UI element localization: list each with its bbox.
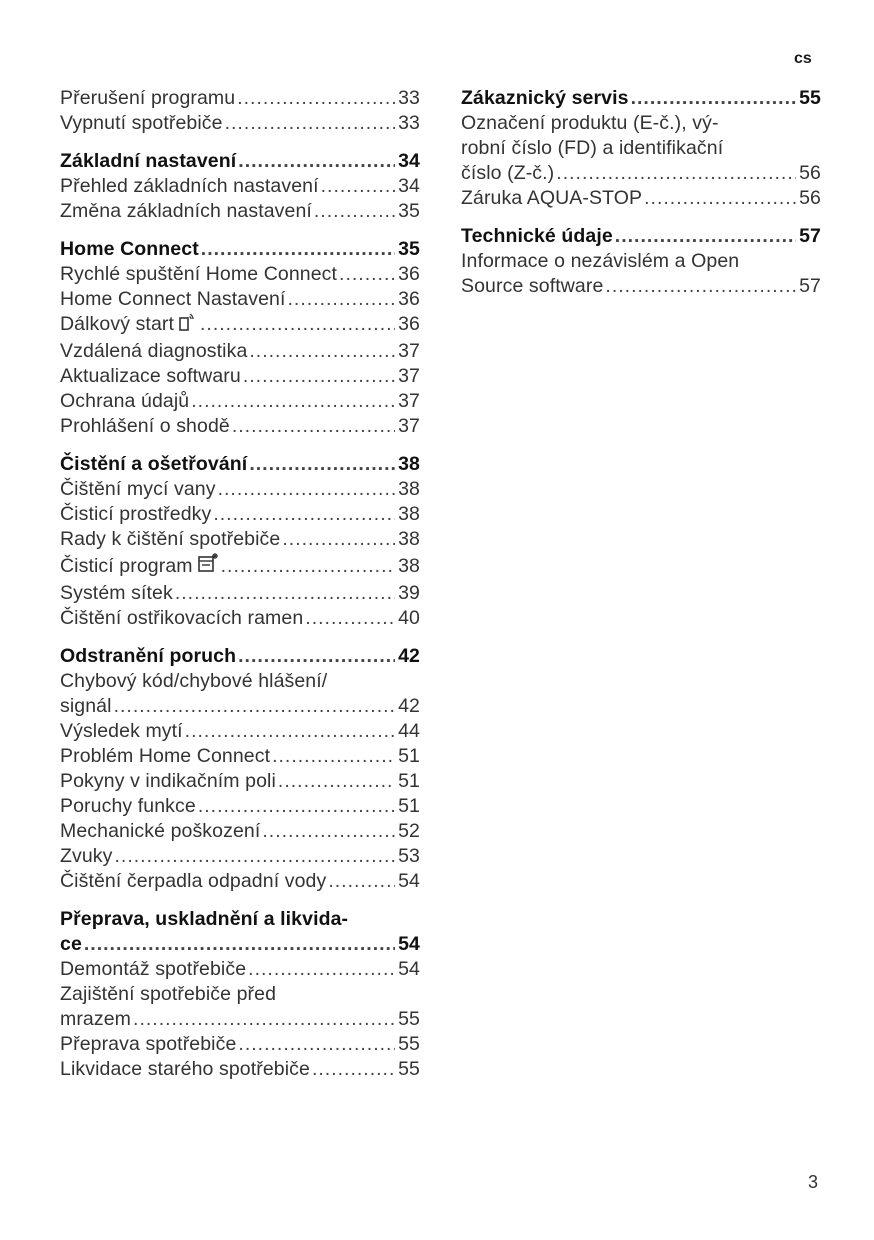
dot-leader [249, 339, 395, 364]
toc-section [461, 224, 821, 299]
toc-entry-title: Rady k čištění spotřebiče [60, 528, 281, 550]
toc-page-number: 54 [398, 958, 420, 980]
toc-page-number: 37 [398, 340, 420, 362]
toc-entry-title: Aktualizace softwaru [60, 365, 241, 387]
dot-leader [84, 932, 395, 957]
dot-leader [615, 224, 796, 249]
toc-page-number: 56 [799, 187, 821, 209]
toc-section [60, 86, 420, 136]
toc-page-number: 57 [799, 275, 821, 297]
toc-entry-title: Source software [461, 275, 604, 297]
toc-entry-problem-home-connect[interactable] [60, 744, 420, 769]
toc-entry-cisteni-cerpadla-odpadni-vody[interactable] [60, 869, 420, 894]
dot-leader [312, 1057, 395, 1082]
toc-page-number: 42 [398, 695, 420, 717]
dot-leader [198, 794, 395, 819]
dot-leader [213, 502, 395, 527]
dot-leader [314, 199, 395, 224]
toc-entry-zaruka-aqua-stop[interactable] [461, 186, 821, 211]
toc-entry-title: Home Connect [60, 238, 199, 260]
toc-entry-title: Změna základních nastavení [60, 200, 312, 222]
toc-page-number: 37 [398, 365, 420, 387]
dot-leader [631, 86, 797, 111]
toc-entry-cisteni-ostrikovacich-ramen[interactable] [60, 606, 420, 631]
toc-heading-zakaznicky-servis[interactable] [461, 86, 821, 111]
toc-section [60, 907, 420, 1082]
toc-entry-title: Základní nastavení [60, 150, 237, 172]
toc-entry-title: signál [60, 695, 112, 717]
toc-entry-title: Systém sítek [60, 582, 173, 604]
toc-entry-title: Odstranění poruch [60, 645, 237, 667]
toc-page-number: 37 [398, 415, 420, 437]
language-code: cs [794, 50, 812, 67]
toc-page-number: 57 [799, 225, 821, 247]
toc-entry-text-line: robní číslo (FD) a identifikační [461, 137, 724, 159]
toc-page-number: 36 [398, 263, 420, 285]
toc-page-number: 36 [398, 313, 420, 335]
page-number: 3 [808, 1172, 819, 1192]
toc-entry-title: Dálkový start [60, 313, 174, 335]
dot-leader [232, 414, 395, 439]
dot-leader [272, 744, 395, 769]
toc-entry-aktualizace-softwaru[interactable] [60, 364, 420, 389]
dot-leader [175, 581, 395, 606]
dot-leader [605, 274, 796, 299]
toc-entry-dalkovy-start[interactable] [60, 312, 420, 339]
dot-leader [644, 186, 796, 211]
dot-leader [237, 86, 395, 111]
toc-entry-title: Prohlášení o shodě [60, 415, 230, 437]
dot-leader [201, 237, 395, 262]
toc-entry-preprava-spotrebice[interactable] [60, 1032, 420, 1057]
toc-entry-system-sitek[interactable] [60, 581, 420, 606]
toc-page-number: 36 [398, 288, 420, 310]
dot-leader [133, 1007, 395, 1032]
toc-page-number: 35 [398, 200, 420, 222]
dot-leader [243, 364, 395, 389]
toc-entry-title: Přerušení programu [60, 87, 236, 109]
toc-entry-title: Čištění čerpadla odpadní vody [60, 870, 327, 892]
dot-leader [287, 287, 395, 312]
dot-leader [339, 262, 395, 287]
toc-entry-title: Vzdálená diagnostika [60, 340, 248, 362]
toc-heading-odstraneni-poruch[interactable] [60, 644, 420, 669]
toc-entry-title: Výsledek mytí [60, 720, 183, 742]
toc-entry-likvidace-stareho-spotrebice[interactable] [60, 1057, 420, 1082]
toc-entry-title: Zákaznický servis [461, 87, 629, 109]
toc-entry-rychle-spusteni-home-connect[interactable] [60, 262, 420, 287]
toc-entry-cistici-program[interactable] [60, 552, 420, 581]
toc-entry-ochrana-udaju[interactable] [60, 389, 420, 414]
toc-entry-title: Přeprava spotřebiče [60, 1033, 237, 1055]
toc-entry-informace-o-nezavislem-a-open-source-software[interactable] [461, 249, 821, 299]
toc-entry-home-connect-nastaveni[interactable] [60, 287, 420, 312]
dot-leader [262, 819, 395, 844]
toc-entry-zmena-zakladnich-nastaveni[interactable] [60, 199, 420, 224]
dot-leader [225, 111, 396, 136]
dot-leader [114, 694, 396, 719]
toc-entry-text-line: Chybový kód/chybové hlášení/ [60, 670, 328, 692]
dot-leader [282, 527, 395, 552]
toc-entry-oznaceni-produktu-e-c-vy-cislo-z-c[interactable] [461, 111, 821, 186]
toc-page-number: 35 [398, 238, 420, 260]
toc-page-number: 38 [398, 503, 420, 525]
toc-entry-poruchy-funkce[interactable] [60, 794, 420, 819]
toc-heading-preprava-uskladneni-a-likvida-ce[interactable] [60, 907, 420, 957]
toc-section [60, 237, 420, 439]
toc-right-column [461, 86, 821, 312]
toc-heading-zakladni-nastaveni[interactable] [60, 149, 420, 174]
dot-leader [328, 869, 395, 894]
toc-entry-preruseni-programu[interactable] [60, 86, 420, 111]
toc-entry-title: Ochrana údajů [60, 390, 190, 412]
toc-page-number: 52 [398, 820, 420, 842]
toc-entry-chybovy-kod-chybove-hlaseni-signal[interactable] [60, 669, 420, 719]
toc-entry-title: Problém Home Connect [60, 745, 271, 767]
dot-leader [238, 149, 395, 174]
toc-entry-title: Čisticí prostředky [60, 503, 212, 525]
dot-leader [556, 161, 796, 186]
toc-entry-title: Čisticí program [60, 555, 193, 577]
dot-leader [321, 174, 395, 199]
toc-page-number: 42 [398, 645, 420, 667]
toc-page-number: 56 [799, 162, 821, 184]
toc-page-number: 51 [398, 745, 420, 767]
toc-heading-cisteni-a-osetrovani[interactable] [60, 452, 420, 477]
toc-page-number: 51 [398, 795, 420, 817]
dot-leader [200, 312, 395, 337]
toc-page-number: 33 [398, 112, 420, 134]
toc-entry-cistici-prostredky[interactable] [60, 502, 420, 527]
toc-page-number: 55 [398, 1008, 420, 1030]
dot-leader [238, 1032, 395, 1057]
toc-entry-title: Záruka AQUA-STOP [461, 187, 643, 209]
toc-entry-text-line: Označení produktu (E-č.), vý- [461, 112, 719, 134]
toc-entry-title: Čištění mycí vany [60, 478, 216, 500]
toc-page-number: 34 [398, 175, 420, 197]
toc-entry-prohlaseni-o-shode[interactable] [60, 414, 420, 439]
dot-leader [221, 554, 395, 579]
toc-entry-text-line: Informace o nezávislém a Open [461, 250, 740, 272]
toc-page-number: 51 [398, 770, 420, 792]
dot-leader [185, 719, 395, 744]
toc-entry-title: Demontáž spotřebiče [60, 958, 247, 980]
toc-heading-technicke-udaje[interactable] [461, 224, 821, 249]
toc-section [60, 644, 420, 894]
toc-section [60, 149, 420, 224]
dot-leader [305, 606, 395, 631]
toc-heading-home-connect[interactable] [60, 237, 420, 262]
dot-leader [248, 957, 395, 982]
toc-page-number: 37 [398, 390, 420, 412]
toc-entry-title: Mechanické poškození [60, 820, 261, 842]
toc-entry-rady-k-cisteni-spotrebice[interactable] [60, 527, 420, 552]
toc-entry-title: číslo (Z-č.) [461, 162, 555, 184]
toc-page-number: 54 [398, 933, 420, 955]
toc-entry-title: Home Connect Nastavení [60, 288, 286, 310]
toc-page-number: 54 [398, 870, 420, 892]
toc-entry-vzdalena-diagnostika[interactable] [60, 339, 420, 364]
toc-page-number: 55 [398, 1058, 420, 1080]
toc-entry-title: Přehled základních nastavení [60, 175, 319, 197]
toc-entry-demontaz-spotrebice[interactable] [60, 957, 420, 982]
toc-entry-title: Poruchy funkce [60, 795, 196, 817]
toc-entry-prehled-zakladnich-nastaveni[interactable] [60, 174, 420, 199]
toc-page-number: 55 [799, 87, 821, 109]
toc-entry-title: Pokyny v indikačním poli [60, 770, 276, 792]
toc-page-number: 39 [398, 582, 420, 604]
toc-entry-pokyny-v-indikacnim-poli[interactable] [60, 769, 420, 794]
toc-entry-title: Rychlé spuštění Home Connect [60, 263, 338, 285]
toc-entry-mechanicke-poskozeni[interactable] [60, 819, 420, 844]
dot-leader [278, 769, 395, 794]
toc-section [461, 86, 821, 211]
toc-entry-vypnuti-spotrebice[interactable] [60, 111, 420, 136]
toc-left-column [60, 86, 420, 1095]
machine-care-icon [197, 552, 219, 581]
toc-entry-title: Vypnutí spotřebiče [60, 112, 223, 134]
toc-page-number: 33 [398, 87, 420, 109]
toc-page-number: 40 [398, 607, 420, 629]
dot-leader [249, 452, 395, 477]
toc-entry-title: ce [60, 933, 82, 955]
dot-leader [191, 389, 395, 414]
dot-leader [218, 477, 396, 502]
toc-entry-title: mrazem [60, 1008, 132, 1030]
toc-page-number: 38 [398, 555, 420, 577]
toc-page-number: 38 [398, 528, 420, 550]
toc-entry-zajisteni-spotrebice-pred-mrazem[interactable] [60, 982, 420, 1032]
toc-page-number: 44 [398, 720, 420, 742]
toc-entry-cisteni-myci-vany[interactable] [60, 477, 420, 502]
toc-entry-zvuky[interactable] [60, 844, 420, 869]
toc-entry-title: Technické údaje [461, 225, 613, 247]
toc-page-number: 38 [398, 453, 420, 475]
toc-entry-title: Čištění ostřikovacích ramen [60, 607, 304, 629]
toc-page-number: 34 [398, 150, 420, 172]
toc-entry-vysledek-myti[interactable] [60, 719, 420, 744]
toc-entry-title: Likvidace starého spotřebiče [60, 1058, 310, 1080]
toc-entry-text-line: Zajištění spotřebiče před [60, 983, 277, 1005]
dot-leader [115, 844, 396, 869]
toc-entry-title: Čistění a ošetřování [60, 453, 248, 475]
toc-section [60, 452, 420, 631]
toc-page-number: 53 [398, 845, 420, 867]
remote-start-icon [178, 312, 198, 339]
toc-page-number: 55 [398, 1033, 420, 1055]
toc-entry-text-line: Přeprava, uskladnění a likvida- [60, 908, 349, 930]
toc-page-number: 38 [398, 478, 420, 500]
dot-leader [238, 644, 395, 669]
toc-entry-title: Zvuky [60, 845, 113, 867]
